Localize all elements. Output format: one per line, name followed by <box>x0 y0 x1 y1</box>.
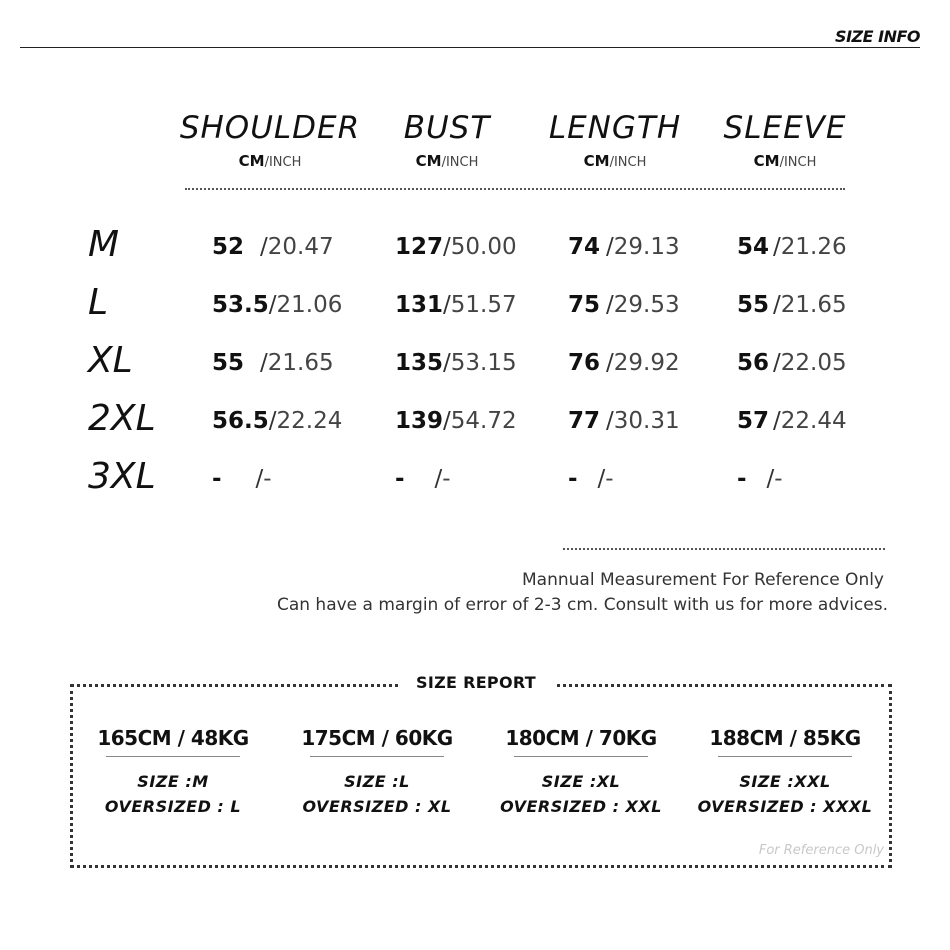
model-size: SIZE :XL <box>541 772 621 791</box>
model-divider <box>106 756 240 757</box>
cm-value: 52 <box>212 234 245 260</box>
shoulder-cell <box>212 408 342 434</box>
cm-value: 56.5 <box>212 408 269 434</box>
size-row-m <box>0 224 950 274</box>
slash: / <box>773 234 781 260</box>
bust-cell <box>395 292 517 318</box>
model-divider <box>310 756 444 757</box>
model-oversized: OVERSIZED : XL <box>302 797 452 816</box>
slash: / <box>260 350 268 376</box>
model-card <box>73 726 273 819</box>
length-cell <box>568 350 680 376</box>
slash: / <box>443 408 451 434</box>
inch-value: 29.92 <box>613 350 680 376</box>
length-cell <box>568 466 614 492</box>
unit-inch: /INCH <box>264 155 302 170</box>
unit-cm: CM <box>753 152 780 170</box>
model-height-weight: 175CM / 60KG <box>301 726 453 750</box>
inch-value: 30.31 <box>613 408 680 434</box>
bust-cell <box>395 350 517 376</box>
column-title: SHOULDER <box>179 110 361 146</box>
model-height-weight: 165CM / 48KG <box>97 726 249 750</box>
dotted-divider <box>563 548 885 550</box>
inch-value: 20.47 <box>267 234 334 260</box>
column-header-sleeve <box>690 110 880 170</box>
cm-value: 135 <box>395 350 444 376</box>
slash: / <box>443 292 451 318</box>
sleeve-cell <box>737 292 847 318</box>
unit-inch: /INCH <box>779 155 817 170</box>
slash: / <box>597 466 606 492</box>
cm-value: 131 <box>395 292 444 318</box>
cm-value: 55 <box>737 292 770 318</box>
cm-value: 139 <box>395 408 444 434</box>
size-row-3xl <box>0 456 950 506</box>
column-title: LENGTH <box>548 110 682 146</box>
cm-value: - <box>212 466 222 492</box>
column-header-length <box>520 110 710 170</box>
model-card <box>481 726 681 819</box>
model-height-weight: 180CM / 70KG <box>505 726 657 750</box>
size-label: 2XL <box>88 398 156 439</box>
inch-value: - <box>263 466 272 492</box>
inch-value: 21.65 <box>780 292 847 318</box>
cm-value: 77 <box>568 408 601 434</box>
cm-value: 127 <box>395 234 444 260</box>
model-size: SIZE :M <box>137 772 209 791</box>
sleeve-cell <box>737 234 847 260</box>
shoulder-cell <box>212 292 342 318</box>
size-label: L <box>88 282 109 323</box>
inch-value: 21.06 <box>276 292 343 318</box>
cm-value: 75 <box>568 292 601 318</box>
size-row-2xl <box>0 398 950 448</box>
unit-cm: CM <box>238 152 265 170</box>
column-unit <box>520 152 710 170</box>
model-oversized: OVERSIZED : XXXL <box>697 797 873 816</box>
slash: / <box>606 408 614 434</box>
cm-value: 56 <box>737 350 770 376</box>
model-oversized: OVERSIZED : L <box>104 797 242 816</box>
column-title: BUST <box>403 110 491 146</box>
shoulder-cell <box>212 234 334 260</box>
slash: / <box>606 350 614 376</box>
margin-note: Can have a margin of error of 2-3 cm. Consult with us for more advices. <box>276 595 888 615</box>
slash: / <box>443 350 451 376</box>
inch-value: - <box>774 466 783 492</box>
cm-value: 53.5 <box>212 292 269 318</box>
cm-value: 76 <box>568 350 601 376</box>
cm-value: - <box>737 466 747 492</box>
model-card <box>685 726 885 819</box>
unit-inch: /INCH <box>609 155 647 170</box>
slash: / <box>766 466 775 492</box>
model-divider <box>718 756 852 757</box>
cm-value: - <box>568 466 578 492</box>
size-label: M <box>88 224 120 265</box>
slash: / <box>268 292 277 318</box>
size-row-xl <box>0 340 950 390</box>
slash: / <box>434 466 443 492</box>
unit-cm: CM <box>415 152 442 170</box>
cm-value: 57 <box>737 408 770 434</box>
slash: / <box>773 350 781 376</box>
bust-cell <box>395 234 517 260</box>
inch-value: 53.15 <box>450 350 517 376</box>
cm-value: 74 <box>568 234 601 260</box>
inch-value: - <box>442 466 451 492</box>
unit-cm: CM <box>583 152 610 170</box>
size-label: 3XL <box>88 456 156 497</box>
slash: / <box>255 466 264 492</box>
cm-value: - <box>395 466 405 492</box>
slash: / <box>268 408 277 434</box>
page-title: SIZE INFO <box>835 27 920 46</box>
unit-inch: /INCH <box>441 155 479 170</box>
length-cell <box>568 408 680 434</box>
sleeve-cell <box>737 350 847 376</box>
slash: / <box>606 292 614 318</box>
slash: / <box>606 234 614 260</box>
slash: / <box>443 234 451 260</box>
inch-value: 22.44 <box>780 408 847 434</box>
bust-cell <box>395 408 517 434</box>
slash: / <box>773 408 781 434</box>
sleeve-cell <box>737 466 783 492</box>
model-card <box>277 726 477 819</box>
inch-value: 54.72 <box>450 408 517 434</box>
model-divider <box>514 756 648 757</box>
inch-value: 22.05 <box>780 350 847 376</box>
inch-value: - <box>605 466 614 492</box>
slash: / <box>773 292 781 318</box>
reference-footnote: For Reference Only <box>758 843 884 858</box>
length-cell <box>568 234 680 260</box>
column-header-shoulder <box>175 110 365 170</box>
slash: / <box>260 234 268 260</box>
inch-value: 29.53 <box>613 292 680 318</box>
column-unit <box>690 152 880 170</box>
size-report-title: SIZE REPORT <box>398 673 554 692</box>
inch-value: 29.13 <box>613 234 680 260</box>
model-size: SIZE :L <box>344 772 410 791</box>
shoulder-cell <box>212 350 334 376</box>
inch-value: 21.26 <box>780 234 847 260</box>
header-divider <box>20 47 920 48</box>
model-height-weight: 188CM / 85KG <box>709 726 861 750</box>
model-size: SIZE :XXL <box>739 772 831 791</box>
cm-value: 55 <box>212 350 245 376</box>
shoulder-cell <box>212 466 272 492</box>
inch-value: 22.24 <box>276 408 343 434</box>
bust-cell <box>395 466 451 492</box>
model-oversized: OVERSIZED : XXL <box>500 797 662 816</box>
measurement-note: Mannual Measurement For Reference Only <box>522 570 884 590</box>
column-title: SLEEVE <box>723 110 847 146</box>
size-label: XL <box>88 340 133 381</box>
column-header-bust <box>352 110 542 170</box>
dotted-divider <box>185 188 845 190</box>
column-unit <box>175 152 365 170</box>
sleeve-cell <box>737 408 847 434</box>
cm-value: 54 <box>737 234 770 260</box>
length-cell <box>568 292 680 318</box>
inch-value: 21.65 <box>267 350 334 376</box>
inch-value: 51.57 <box>450 292 517 318</box>
size-row-l <box>0 282 950 332</box>
inch-value: 50.00 <box>450 234 517 260</box>
column-unit <box>352 152 542 170</box>
